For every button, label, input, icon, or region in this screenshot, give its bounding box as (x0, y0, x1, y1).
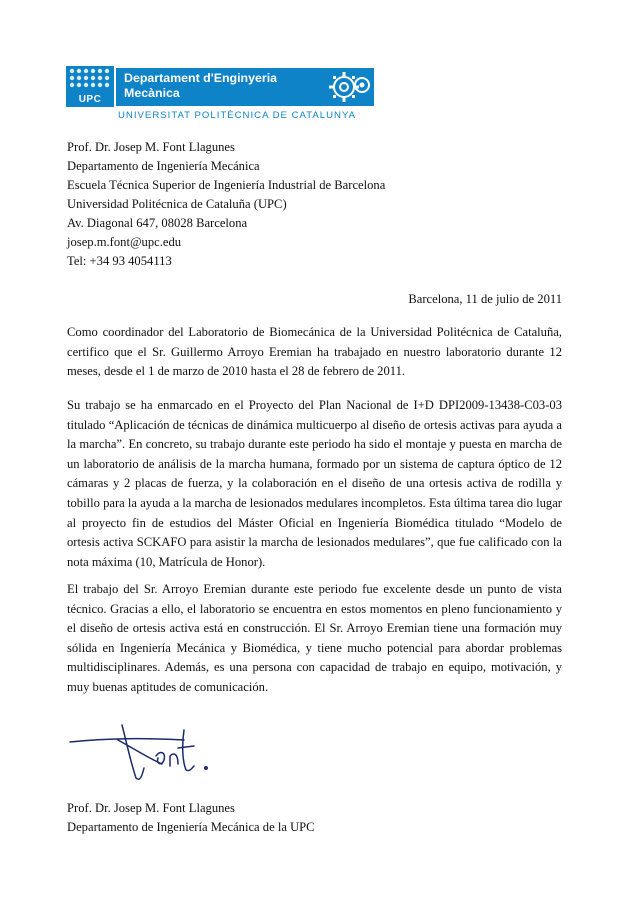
logo-department-line1: Departament d'Enginyeria (124, 71, 278, 85)
closing-department: Departamento de Ingeniería Mecánica de la UPC (67, 820, 315, 834)
logo-department-line2: Mecànica (124, 86, 180, 100)
handwritten-signature (66, 720, 226, 790)
paragraph-text: Como coordinador del Laboratorio de Biomecánica de la Universidad Politécnica de Cataluña, certifico que el Sr. Guillermo Arroyo Eremian ha trabajado en nuestro laboratorio durante 12 meses, desde el 1 de marzo de 2010 hasta el 28 de febrero de 2011. (67, 325, 562, 379)
paragraph-text: Su trabajo se ha enmarcado en el Proyecto del Plan Nacional de I+D DPI2009-13438-C03-03 titulado “Aplicación de técnicas de dinámica multicuerpo al diseño de ortesis activas para ayuda a la marcha”. En concreto, su trabajo durante este periodo ha sido el montaje y puesta en marcha de un laboratorio de análisis de la marcha humana, formado por un sistema de captura óptico de 12 cámaras y 2 placas de fuerza, y la colaboración en el diseño de una ortesis activa de rodilla y tobillo para la ayuda a la marcha de lesionados medulares incompletos. Esta última tarea dio lugar al proyecto fin de estudios del Máster Oficial en Ingeniería Biomédica titulado “Modelo de ortesis activa SCKAFO para asistir la marcha de lesionados medulares”, que fue calificado con la nota máxima (10, Matrícula de Honor). (67, 398, 562, 569)
sender-school: Escuela Técnica Superior de Ingeniería Industrial de Barcelona (67, 178, 386, 192)
body-paragraph-3 (67, 580, 562, 698)
gear-icon (326, 69, 372, 105)
body-paragraph-1 (67, 323, 562, 382)
closing-name: Prof. Dr. Josep M. Font Llagunes (67, 801, 235, 815)
logo-university-name: UNIVERSITAT POLITÈCNICA DE CATALUNYA (118, 110, 357, 121)
closing-signature-block (67, 799, 562, 837)
sender-street: Av. Diagonal 647, 08028 Barcelona (67, 216, 248, 230)
sender-name: Prof. Dr. Josep M. Font Llagunes (67, 140, 235, 154)
sender-phone: Tel: +34 93 4054113 (67, 254, 172, 268)
sender-email: josep.m.font@upc.edu (67, 235, 182, 249)
logo-upc-text: UPC (78, 94, 102, 105)
sender-address (67, 138, 562, 271)
sender-department: Departamento de Ingeniería Mecánica (67, 159, 260, 173)
sender-university: Universidad Politécnica de Cataluña (UPC) (67, 197, 287, 211)
body-paragraph-2 (67, 396, 562, 572)
letter-date: Barcelona, 11 de julio de 2011 (408, 292, 562, 306)
logo-department-name (124, 71, 277, 101)
logo-department-band (116, 68, 374, 106)
upc-department-logo (66, 66, 376, 124)
paragraph-text: El trabajo del Sr. Arroyo Eremian durante este periodo fue excelente desde un punto de vista técnico. Gracias a ello, el laboratorio se encuentra en estos momentos en pleno funcionamiento y el diseño de ortesis activa está en construcción. El Sr. Arroyo Eremian tiene una formación muy sólida en Ingeniería Mecánica y Biomédica, y tiene mucho potencial para abordar problemas multidisciplinares. Además, es una persona con capacidad de trabajo en equipo, motivación, y muy buenas aptitudes de comunicación. (67, 582, 562, 694)
